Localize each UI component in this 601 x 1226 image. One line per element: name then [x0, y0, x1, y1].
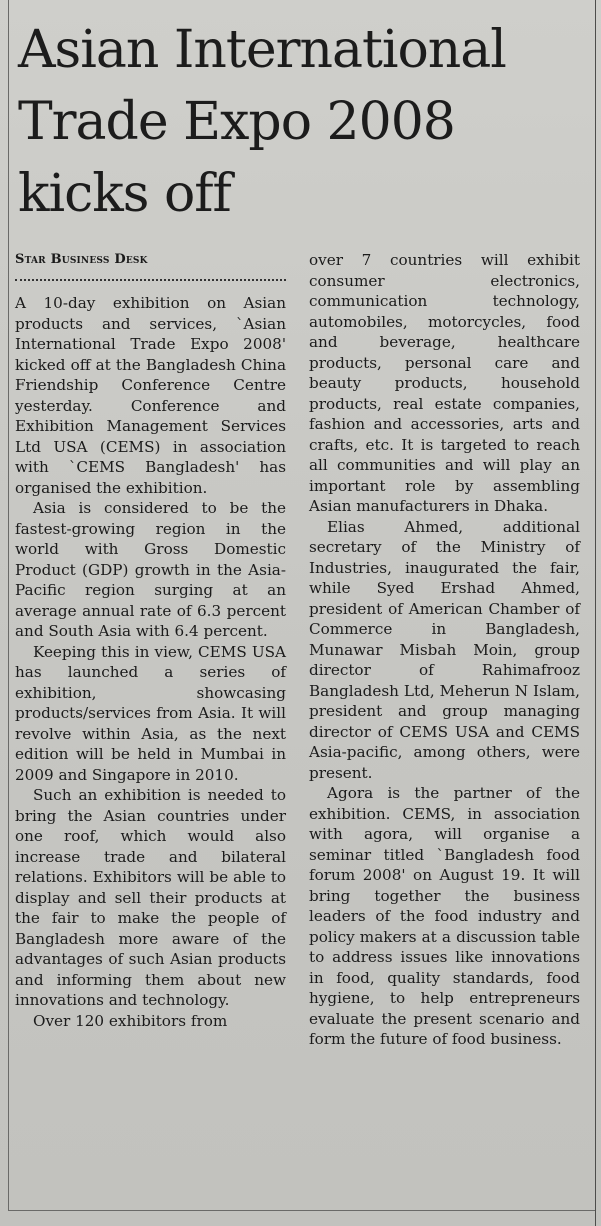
article-column-2 [309, 250, 580, 1050]
paragraph: Asia is considered to be the fastest-growing region in the world with Gross Domestic Product (GDP) growth in the Asia-Pacific region surging at an average annual rate of 6.3 percent and South Asia with 6.4 percent. [15, 499, 286, 640]
paragraph: Agora is the partner of the exhibition. CEMS, in association with agora, will organise a seminar titled `Bangladesh food forum 2008' on August 19. It will bring together the business leaders of the food industry and policy makers at a discussion table to address issues like innovations in food, quality standards, food hygiene, to help entrepreneurs evaluate the present scenario and form the future of food business. [309, 784, 580, 1048]
headline: Asian International Trade Expo 2008 kicks off [18, 20, 506, 224]
article-column-1 [15, 293, 286, 1031]
paragraph: Such an exhibition is needed to bring the Asian countries under one roof, which would also increase trade and bilateral relations. Exhibitors will be able to display and sell their products at the fair to make the people of Bangladesh more aware of the advantages of such Asian products and informing them about new innovations and technology. [15, 786, 286, 1009]
paragraph: over 7 countries will exhibit consumer electronics, communication technology, automobiles, motorcycles, food and beverage, healthcare products, personal care and beauty products, household products, real estate companies, fashion and accessories, arts and crafts, etc. It is targeted to reach all communities and will play an important role by assembling Asian manufacturers in Dhaka. [309, 251, 580, 515]
paragraph: Keeping this in view, CEMS USA has launched a series of exhibition, showcasing products/services from Asia. It will revolve within Asia, as the next edition will be held in Mumbai in 2009 and Singapore in 2010. [15, 642, 286, 784]
paragraph: A 10-day exhibition on Asian products and services, `Asian International Trade Expo 2008' kicked off at the Bangladesh China Friendship Conference Centre yesterday. Conference and Exhibition Management Services Ltd USA (CEMS) in association with `CEMS Bangladesh' has organised the exhibition. [15, 294, 286, 497]
byline: Star Business Desk [15, 252, 148, 267]
paragraph: Over 120 exhibitors from [33, 1011, 228, 1030]
byline-dotted-rule [15, 279, 286, 281]
bottom-rule [8, 1210, 595, 1211]
paragraph: Elias Ahmed, additional secretary of the Ministry of Industries, inaugurated the fair, while Syed Ershad Ahmed, president of American Chamber of Commerce in Bangladesh, Munawar Misbah Moin, group director of Rahimafrooz Bangladesh Ltd, Meherun N Islam, president and group managing director of CEMS USA and CEMS Asia-pacific, among others, were present. [309, 517, 580, 782]
left-column-rule [8, 0, 9, 1210]
right-column-rule [595, 0, 596, 1226]
